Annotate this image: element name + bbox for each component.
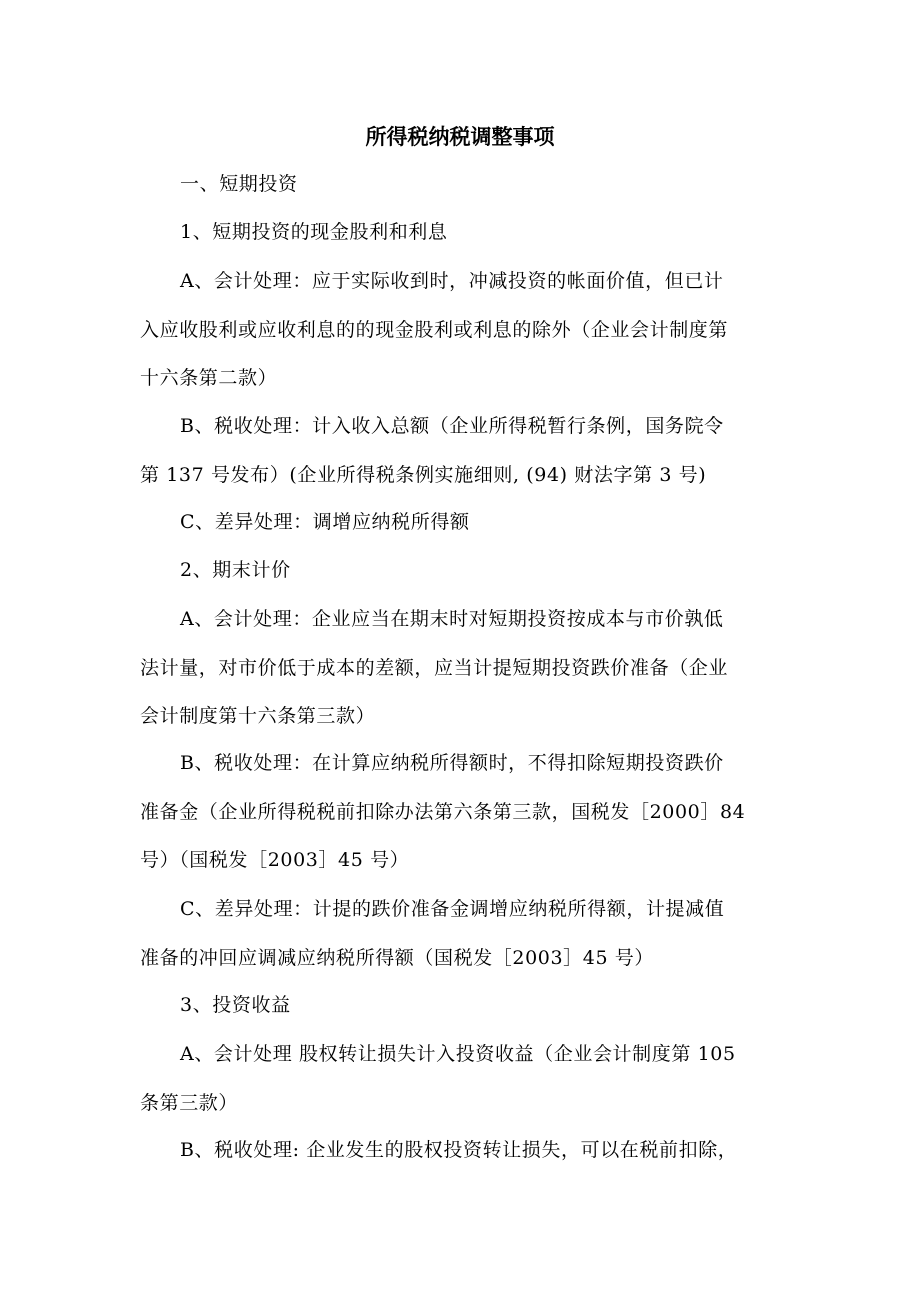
paragraph-accounting-treatment-1	[140, 257, 780, 403]
text-line: 准备的冲回应调减应纳税所得额（国税发［2003］45 号）	[140, 946, 654, 969]
text-line: 1、短期投资的现金股利和利息	[180, 221, 448, 243]
subsection-heading-period-end-valuation	[140, 546, 780, 595]
text-line: 2、期末计价	[180, 559, 291, 581]
subsection-heading-dividends-interest	[140, 208, 780, 257]
text-line: 一、短期投资	[180, 173, 298, 195]
text-line: B、税收处理：在计算应纳税所得额时，不得扣除短期投资跌价	[180, 752, 724, 774]
paragraph-tax-treatment-2	[140, 739, 780, 885]
text-line: B、税收处理: 企业发生的股权投资转让损失，可以在税前扣除，	[180, 1139, 738, 1161]
text-line: A、会计处理：应于实际收到时，冲减投资的帐面价值，但已计	[180, 270, 724, 292]
document-title: 所得税纳税调整事项	[365, 124, 555, 149]
paragraph-tax-treatment-1	[140, 402, 780, 499]
text-line: 法计量，对市价低于成本的差额，应当计提短期投资跌价准备（企业	[140, 656, 729, 679]
subsection-heading-investment-income	[140, 981, 780, 1030]
text-line: C、差异处理：调增应纳税所得额	[180, 511, 470, 533]
text-line: A、会计处理：企业应当在期末时对短期投资按成本与市价孰低	[180, 608, 724, 630]
text-line: 十六条第二款）	[140, 367, 278, 389]
text-line: A、会计处理 股权转让损失计入投资收益（企业会计制度第 105	[180, 1043, 736, 1065]
paragraph-accounting-treatment-2	[140, 595, 780, 741]
text-line: 号）（国税发［2003］45 号）	[140, 849, 410, 871]
text-line: 会计制度第十六条第三款）	[140, 705, 376, 727]
paragraph-difference-treatment-2	[140, 885, 780, 982]
text-line: 3、投资收益	[180, 994, 291, 1016]
text-line: B、税收处理：计入收入总额（企业所得税暂行条例，国务院令	[180, 415, 724, 437]
paragraph-accounting-treatment-3	[140, 1030, 780, 1127]
paragraph-difference-treatment-1	[140, 498, 780, 547]
paragraph-tax-treatment-3	[140, 1126, 780, 1175]
text-line: 第 137 号发布）(企业所得税条例实施细则, (94) 财法字第 3 号)	[140, 463, 707, 486]
text-line: C、差异处理：计提的跌价准备金调增应纳税所得额，计提减值	[180, 898, 725, 920]
text-line: 条第三款）	[140, 1091, 239, 1114]
text-line: 准备金（企业所得税税前扣除办法第六条第三款，国税发［2000］84	[140, 800, 746, 823]
text-line: 入应收股利或应收利息的的现金股利或利息的除外（企业会计制度第	[140, 318, 729, 341]
section-heading-short-term-investment	[140, 160, 780, 209]
